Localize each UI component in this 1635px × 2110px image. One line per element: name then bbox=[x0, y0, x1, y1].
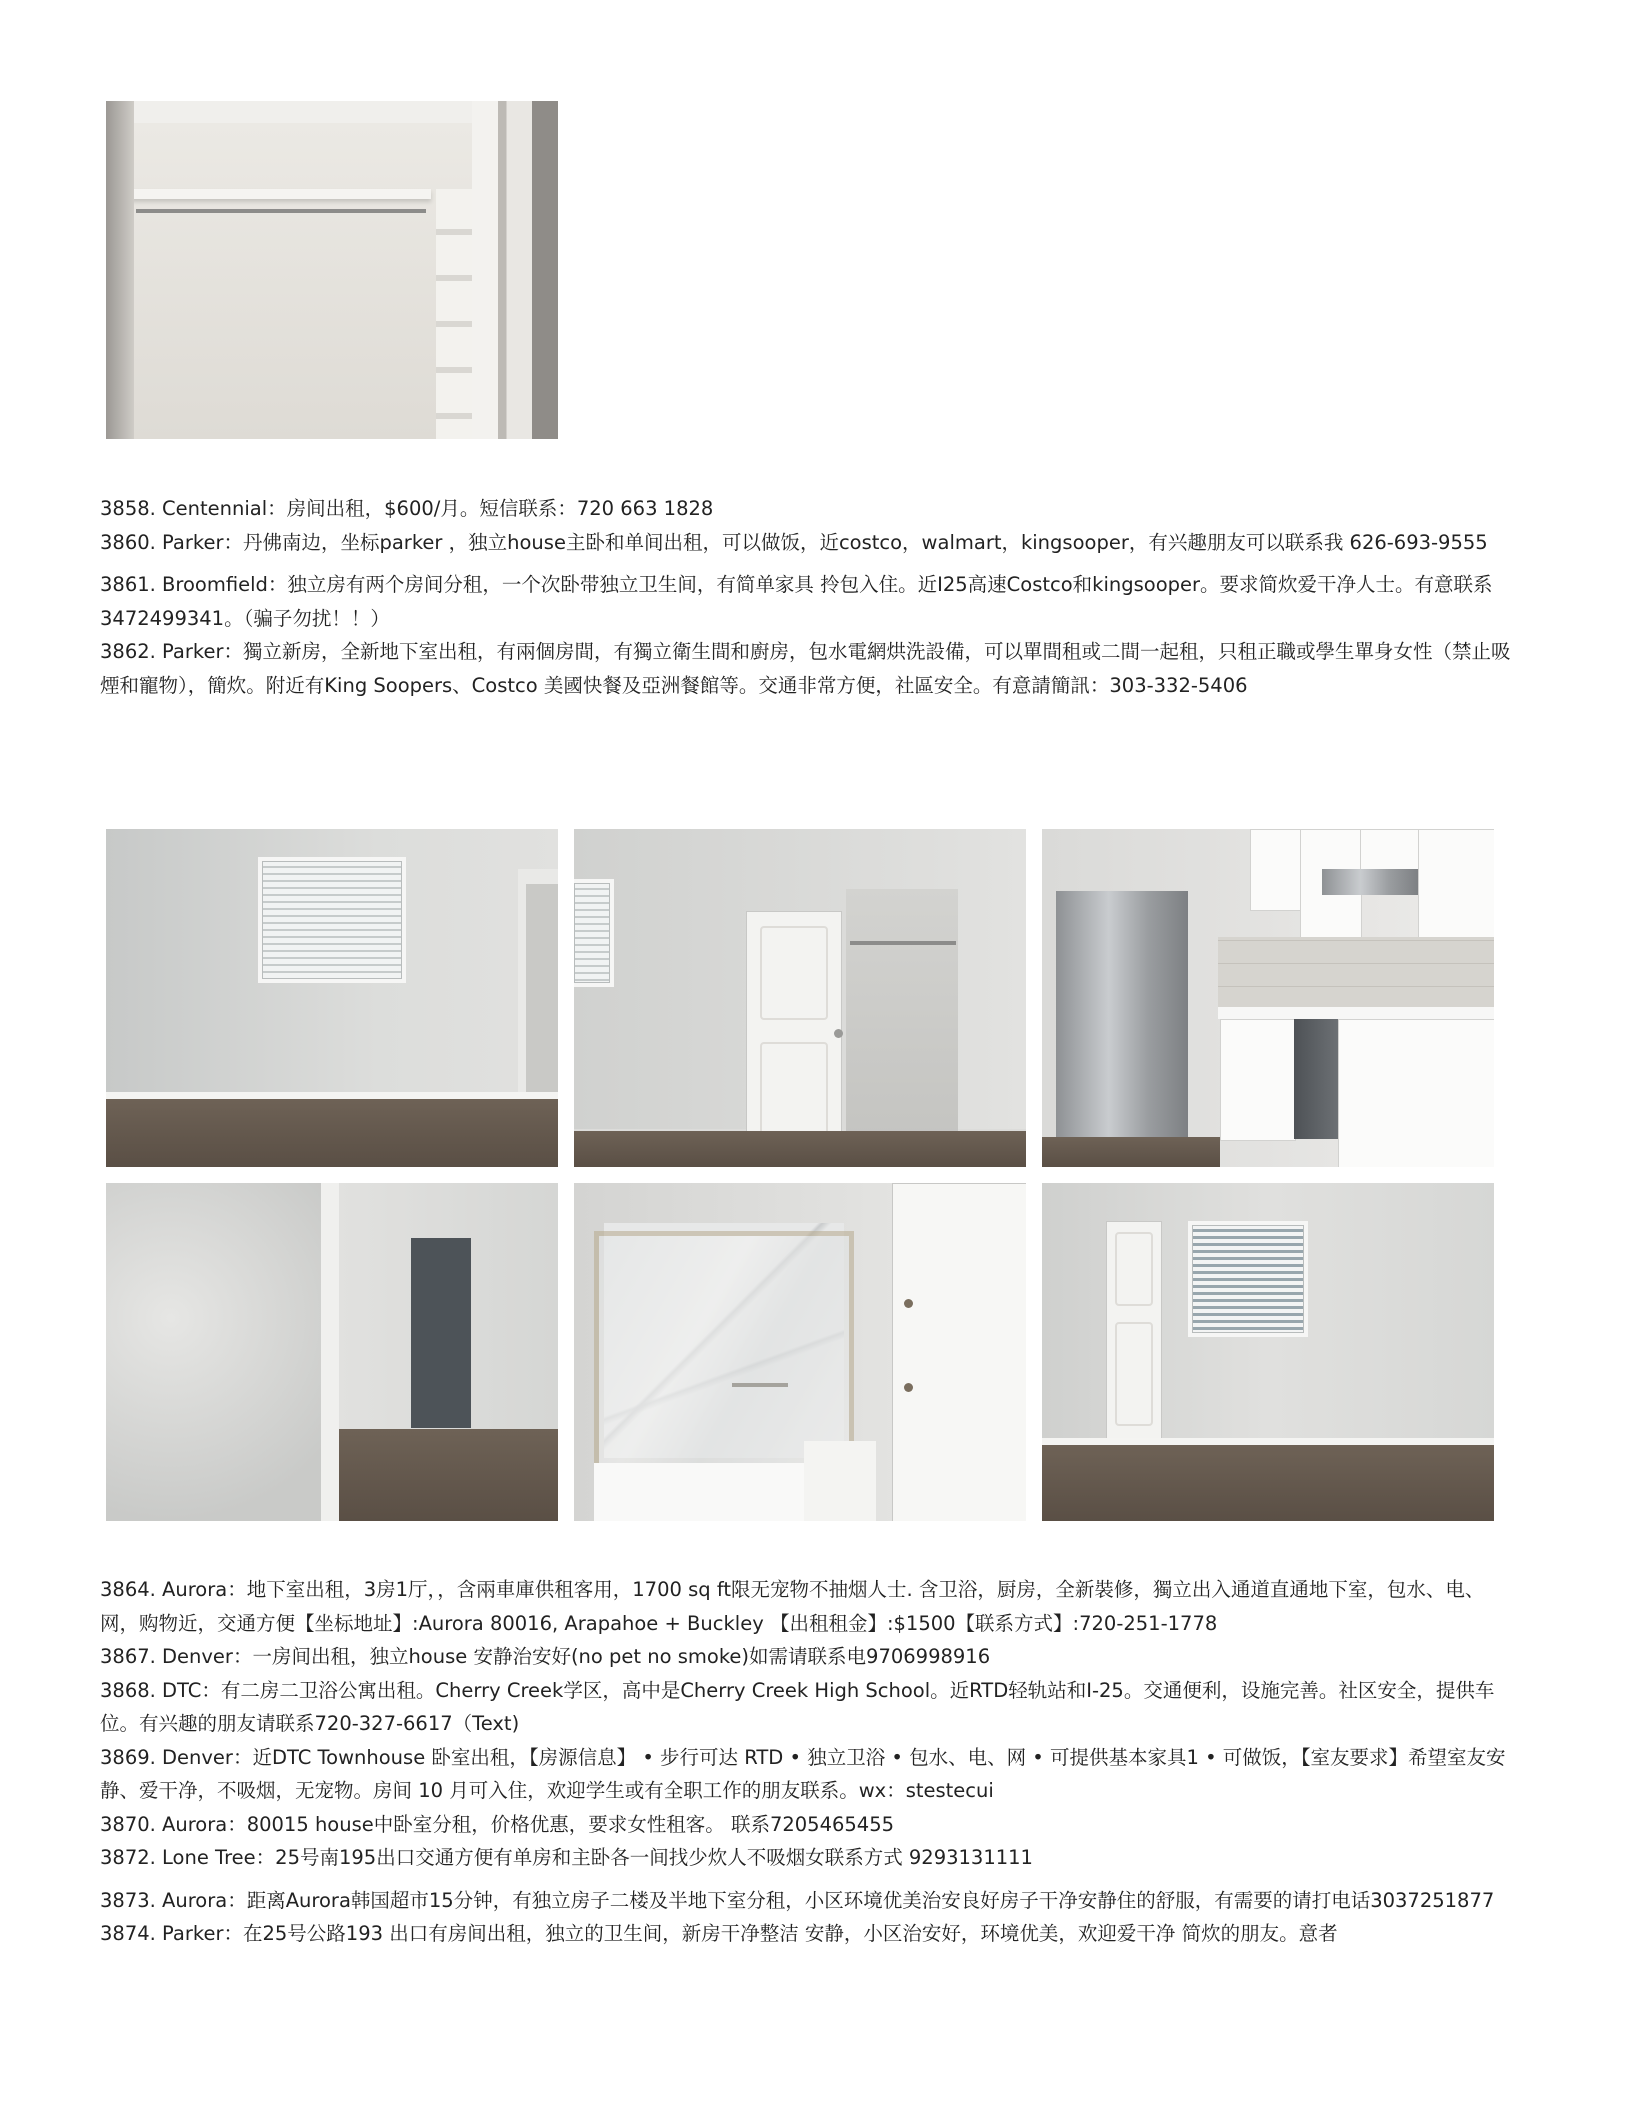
closet-photo bbox=[106, 101, 558, 439]
baseboard bbox=[106, 1092, 558, 1099]
wood-floor bbox=[574, 1131, 1026, 1167]
wood-floor bbox=[1042, 1137, 1220, 1167]
listings-block-1 bbox=[100, 492, 1520, 702]
listing-3862: 3862. Parker：獨立新房，全新地下室出租，有兩個房間，有獨立衛生間和廚房，包水電網烘洗設備，可以單間租或二間一起租，只租正職或學生單身女性（禁止吸煙和寵物），簡炊。附近有King Soopers、Costco 美國快餐及亞洲餐館等。交通非常方便，社區安全。有意請簡訊：303-332-5406 bbox=[100, 640, 1511, 697]
upper-cabinet bbox=[1418, 829, 1494, 939]
listing-3868: 3868. DTC：有二房二卫浴公寓出租。Cherry Creek学区，高中是Cherry Creek High School。近RTD轻轨站和I-25。交通便利，设施完善。社区安全，提供车位。有兴趣的朋友请联系720-327-6617（Text) bbox=[100, 1678, 1495, 1735]
bedroom-door-photo bbox=[1042, 1183, 1494, 1521]
closet-rod bbox=[136, 209, 426, 213]
door-frame bbox=[321, 1183, 339, 1521]
bathroom-photo bbox=[574, 1183, 1026, 1521]
lower-cabinet bbox=[1338, 1019, 1494, 1167]
listing-3873: 3873. Aurora：距离Aurora韩国超市15分钟，有独立房子二楼及半地下室分租，小区环境优美治安良好房子干净安静住的舒服，有需要的请打电话3037251877 bbox=[100, 1888, 1495, 1912]
shower-handle bbox=[732, 1383, 788, 1387]
closet-side-shelves bbox=[436, 189, 472, 439]
countertop bbox=[1218, 1007, 1494, 1019]
closet-ceiling bbox=[134, 101, 472, 123]
interior-door bbox=[1106, 1221, 1162, 1443]
shower-base bbox=[594, 1463, 804, 1521]
closet-door-left bbox=[106, 101, 134, 439]
doorway-dark bbox=[526, 884, 558, 1099]
kitchen-photo bbox=[1042, 829, 1494, 1167]
refrigerator bbox=[1056, 891, 1188, 1141]
door-hinge bbox=[904, 1383, 913, 1392]
window-blinds-icon bbox=[574, 879, 614, 987]
wood-floor bbox=[106, 1099, 558, 1167]
listing-3861: 3861. Broomfield：独立房有两个房间分租，一个次卧带独立卫生间，有简单家具 拎包入住。近I25高速Costco和kingsooper。要求简炊爱干净人士。有意联系3472499341。（骗子勿扰！！） bbox=[100, 573, 1493, 630]
upper-cabinet bbox=[1250, 829, 1302, 911]
door-panel-top bbox=[1115, 1232, 1154, 1306]
door-panel-top bbox=[760, 926, 828, 1020]
bedroom-closet-photo bbox=[574, 829, 1026, 1167]
range-hood bbox=[1322, 869, 1418, 895]
closet-shelf bbox=[131, 189, 431, 199]
spacer bbox=[100, 559, 1520, 568]
listing-3874: 3874. Parker：在25号公路193 出口有房间出租，独立的卫生间，新房干净整洁 安静，小区治安好，环境优美，欢迎爱干净 简炊的朋友。意者 bbox=[100, 1922, 1338, 1945]
closet-rod bbox=[850, 941, 956, 945]
closet-interior bbox=[846, 889, 958, 1139]
bedroom-window-photo bbox=[106, 829, 558, 1167]
vanity-counter bbox=[804, 1441, 876, 1521]
door-panel-bottom bbox=[1115, 1322, 1154, 1426]
listings-block-2 bbox=[100, 1573, 1520, 1951]
shower-glass-door bbox=[594, 1231, 854, 1473]
baseboard bbox=[1042, 1438, 1494, 1445]
listing-3870: 3870. Aurora：80015 house中卧室分租，价格优惠，要求女性租客。 联系7205465455 bbox=[100, 1812, 895, 1836]
sliding-door bbox=[746, 911, 842, 1163]
textured-wall bbox=[106, 1183, 321, 1521]
dishwasher bbox=[1294, 1019, 1338, 1139]
spacer bbox=[100, 1875, 1520, 1884]
bathroom-door bbox=[892, 1183, 1026, 1521]
window-blinds-icon bbox=[1188, 1221, 1308, 1337]
listing-3867: 3867. Denver：一房间出租，独立house 安静治安好(no pet no smoke)如需请联系电9706998916 bbox=[100, 1645, 991, 1668]
wood-floor bbox=[339, 1429, 558, 1521]
listing-3860: 3860. Parker：丹佛南边，坐标parker ，独立house主卧和单间出租，可以做饭，近costco，walmart，kingsooper，有兴趣朋友可以联系我 626-693-9555 bbox=[100, 530, 1488, 554]
lower-cabinet bbox=[1220, 1019, 1296, 1141]
doorway-dark bbox=[411, 1238, 471, 1428]
listing-3869: 3869. Denver：近DTC Townhouse 卧室出租，【房源信息】 • 步行可达 RTD • 独立卫浴 • 包水、电、网 • 可提供基本家具1 • 可做饭，【室友要求】希望室友安静、爱干净，不吸烟，无宠物。房间 10 月可入住，欢迎学生或有全职工作的朋友联系。wx：stestecui bbox=[100, 1745, 1506, 1802]
listing-3864: 3864. Aurora：地下室出租，3房1厅，，含兩車庫供租客用，1700 sq ft限无宠物不抽烟人士. 含卫浴，厨房，全新裝修，獨立出入通道直通地下室，包水、电、网，购物近，交通方便【坐标地址】:Aurora 80016, Arapahoe + Buckley 【出租租金】:$1500【联系方式】:720-251-1778 bbox=[100, 1578, 1485, 1635]
door-knob bbox=[834, 1029, 843, 1038]
door-hinge bbox=[904, 1299, 913, 1308]
hallway-photo bbox=[106, 1183, 558, 1521]
closet-door-right bbox=[472, 101, 558, 439]
listing-3858: 3858. Centennial：房间出租，$600/月。短信联系：720 663 1828 bbox=[100, 497, 714, 520]
listing-3872: 3872. Lone Tree：25号南195出口交通方便有单房和主卧各一间找少炊人不吸烟女联系方式 9293131111 bbox=[100, 1846, 1033, 1869]
backsplash-tile bbox=[1218, 937, 1494, 1009]
wood-floor bbox=[1042, 1445, 1494, 1521]
window-blinds-icon bbox=[258, 857, 406, 983]
